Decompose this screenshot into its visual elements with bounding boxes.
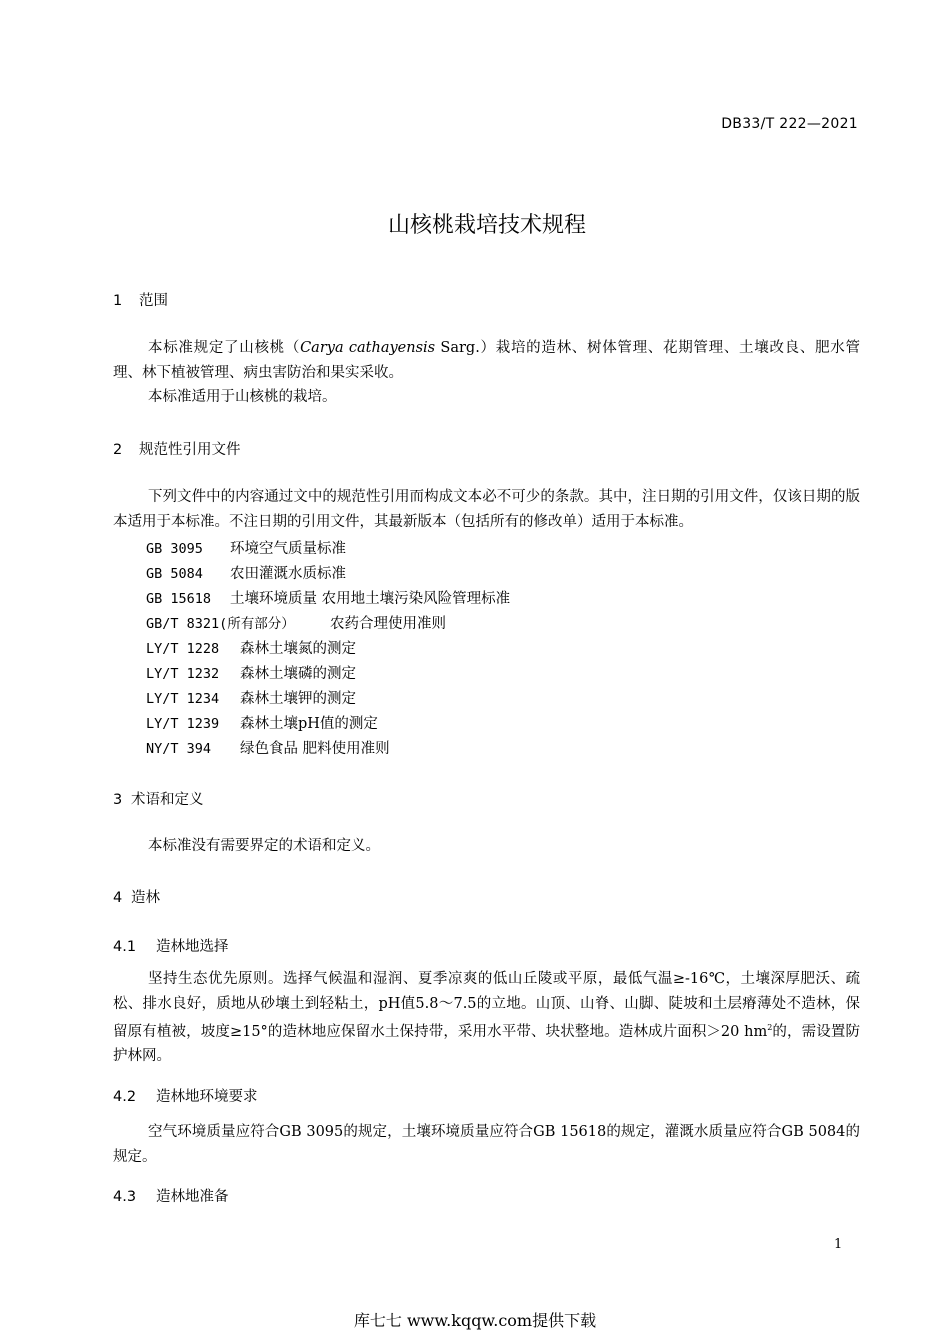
reference-item: GB/T 8321(所有部分） 农药合理使用准则	[146, 616, 446, 632]
reference-item: GB 3095 环境空气质量标准	[146, 541, 346, 557]
normative-intro: 下列文件中的内容通过文中的规范性引用而构成文本必不可少的条款。其中，注日期的引用文件，仅该日期的版本适用于本标准。不注日期的引用文件，其最新版本（包括所有的修改单）适用于本标准。	[113, 489, 860, 530]
section-title: 造林	[131, 890, 160, 906]
section-number: 4.3	[113, 1189, 137, 1205]
section-number: 4.2	[113, 1089, 137, 1105]
section-2-heading	[113, 438, 241, 459]
section-number: 1	[113, 293, 123, 309]
section-4-1-heading	[113, 935, 229, 956]
reference-item: LY/T 1228 森林土壤氮的测定	[146, 641, 356, 657]
scope-text-a: 本标准规定了山核桃（	[148, 340, 301, 356]
terms-paragraph: 本标准没有需要界定的术语和定义。	[148, 838, 380, 854]
section-title: 规范性引用文件	[139, 442, 241, 458]
scope-paragraph-2: 本标准适用于山核桃的栽培。	[148, 389, 337, 405]
reference-item: NY/T 394 绿色食品 肥料使用准则	[146, 741, 390, 757]
reference-item: LY/T 1239 森林土壤pH值的测定	[146, 716, 378, 732]
download-footer: 库七七 www.kqqw.com提供下载	[353, 1311, 597, 1330]
environment-paragraph: 空气环境质量应符合GB 3095的规定，土壤环境质量应符合GB 15618的规定，灌溉水质量应符合GB 5084的规定。	[113, 1124, 860, 1165]
section-4-2-heading	[113, 1085, 258, 1106]
scope-text-b: Sarg.）栽培的造林、树体管理、花期管理、土壤改良、肥水管理、林下植被管理、病虫害防治和果实采收。	[113, 340, 860, 381]
section-4-3-heading	[113, 1185, 229, 1206]
section-title: 范围	[139, 293, 168, 309]
site-selection-paragraph: 坚持生态优先原则。选择气候温和湿润、夏季凉爽的低山丘陵或平原，最低气温≥-16℃，土壤深厚肥沃、疏松、排水良好，质地从砂壤土到轻粘土，pH值5.8～7.5的立地。山顶、山脊、山脚、陡坡和土层瘠薄处不造林，保留原有植被，坡度≥15°的造林地应保留水土保持带，采用水平带、块状整地。造林成片面积＞20 $hm^2$的，需设置防护林网。	[113, 971, 861, 1065]
section-number: 3	[113, 792, 123, 808]
section-title: 造林地选择	[156, 939, 229, 955]
reference-item: GB 5084 农田灌溉水质标准	[146, 566, 346, 582]
document-title: 山核桃栽培技术规程	[387, 213, 586, 238]
section-number: 4	[113, 890, 123, 906]
reference-item: GB 15618 土壤环境质量 农用地土壤污染风险管理标准	[146, 591, 511, 607]
section-4-heading	[113, 886, 160, 907]
section-number: 2	[113, 442, 123, 458]
page-number: 1	[834, 1237, 843, 1252]
section-title: 术语和定义	[131, 792, 204, 808]
reference-item: LY/T 1232 森林土壤磷的测定	[146, 666, 356, 682]
section-3-heading	[113, 788, 204, 809]
reference-item: LY/T 1234 森林土壤钾的测定	[146, 691, 356, 707]
scope-paragraph-1	[113, 336, 860, 385]
section-number: 4.1	[113, 939, 137, 955]
section-title: 造林地环境要求	[156, 1089, 258, 1105]
section-title: 造林地准备	[156, 1189, 229, 1205]
section-1-heading	[113, 289, 168, 310]
standard-number: DB33/T 222—2021	[721, 116, 858, 132]
latin-name: Carya cathayensis	[300, 340, 436, 356]
